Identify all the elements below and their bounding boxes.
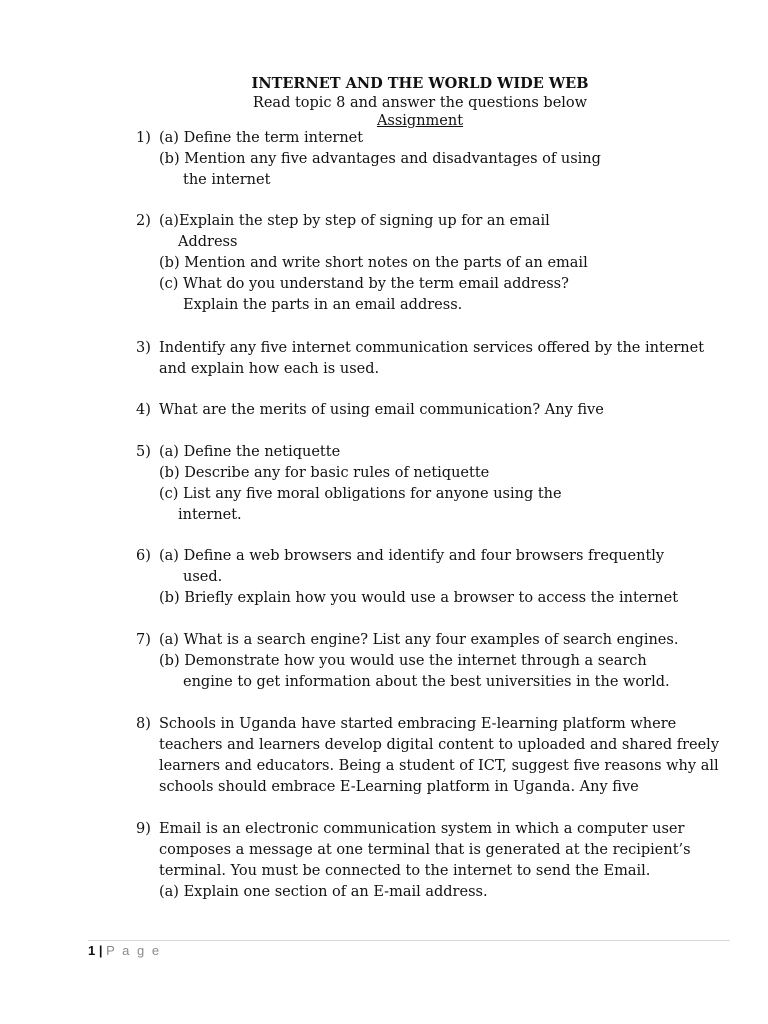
question-line: composes a message at one terminal that is generated at the recipient’s bbox=[159, 842, 691, 858]
question-number: 8) bbox=[136, 716, 151, 732]
question-line: Indentify any five internet communication services offered by the internet bbox=[159, 340, 705, 356]
question-line: (a)Explain the step by step of signing up for an email bbox=[159, 213, 550, 229]
question-number: 5) bbox=[136, 444, 151, 460]
question-number: 6) bbox=[136, 548, 151, 564]
question-line: and explain how each is used. bbox=[159, 361, 380, 377]
question-line: used. bbox=[183, 569, 223, 585]
question-line: engine to get information about the best universities in the world. bbox=[183, 674, 670, 690]
assignment-heading: Assignment bbox=[376, 113, 464, 129]
question-number: 7) bbox=[136, 632, 151, 648]
question-line: (b) Describe any for basic rules of netiquette bbox=[159, 465, 490, 481]
question-line: (b) Demonstrate how you would use the internet through a search bbox=[159, 653, 647, 669]
question-line: (a) Define the netiquette bbox=[159, 444, 341, 460]
question-number: 4) bbox=[136, 402, 151, 418]
document-subtitle: Read topic 8 and answer the questions below bbox=[252, 95, 588, 111]
question-line: (c) List any five moral obligations for anyone using the bbox=[159, 486, 562, 502]
question-number: 2) bbox=[136, 213, 151, 229]
footer-divider bbox=[88, 940, 730, 941]
question-line: the internet bbox=[183, 172, 271, 188]
question-line: Explain the parts in an email address. bbox=[183, 297, 463, 313]
question-number: 1) bbox=[136, 130, 151, 146]
question-line: (c) What do you understand by the term email address? bbox=[159, 276, 569, 292]
question-line: teachers and learners develop digital content to uploaded and shared freely bbox=[159, 737, 720, 753]
question-line: (a) Define the term internet bbox=[159, 130, 364, 146]
question-line: learners and educators. Being a student of ICT, suggest five reasons why all bbox=[159, 758, 719, 774]
page-number: 1 bbox=[88, 943, 96, 958]
question-line: (a) Explain one section of an E-mail address. bbox=[159, 884, 488, 900]
question-line: (a) Define a web browsers and identify and four browsers frequently bbox=[159, 548, 665, 564]
question-line: (b) Mention any five advantages and disadvantages of using bbox=[159, 151, 601, 167]
page-number-footer bbox=[88, 943, 161, 958]
question-line: What are the merits of using email communication? Any five bbox=[159, 402, 604, 418]
document-title: INTERNET AND THE WORLD WIDE WEB bbox=[251, 75, 589, 92]
question-number: 9) bbox=[136, 821, 151, 837]
page-separator: | bbox=[98, 943, 103, 958]
question-line: schools should embrace E-Learning platform in Uganda. Any five bbox=[159, 779, 639, 795]
question-line: (b) Briefly explain how you would use a browser to access the internet bbox=[159, 590, 679, 606]
question-line: (b) Mention and write short notes on the parts of an email bbox=[159, 255, 588, 271]
question-number: 3) bbox=[136, 340, 151, 356]
question-line: (a) What is a search engine? List any four examples of search engines. bbox=[159, 632, 679, 648]
question-line: internet. bbox=[178, 507, 242, 523]
question-line: Address bbox=[178, 234, 238, 250]
page-label: P a g e bbox=[106, 943, 162, 958]
question-line: Schools in Uganda have started embracing E-learning platform where bbox=[159, 716, 677, 732]
question-line: terminal. You must be connected to the internet to send the Email. bbox=[159, 863, 651, 879]
question-line: Email is an electronic communication system in which a computer user bbox=[159, 821, 685, 837]
